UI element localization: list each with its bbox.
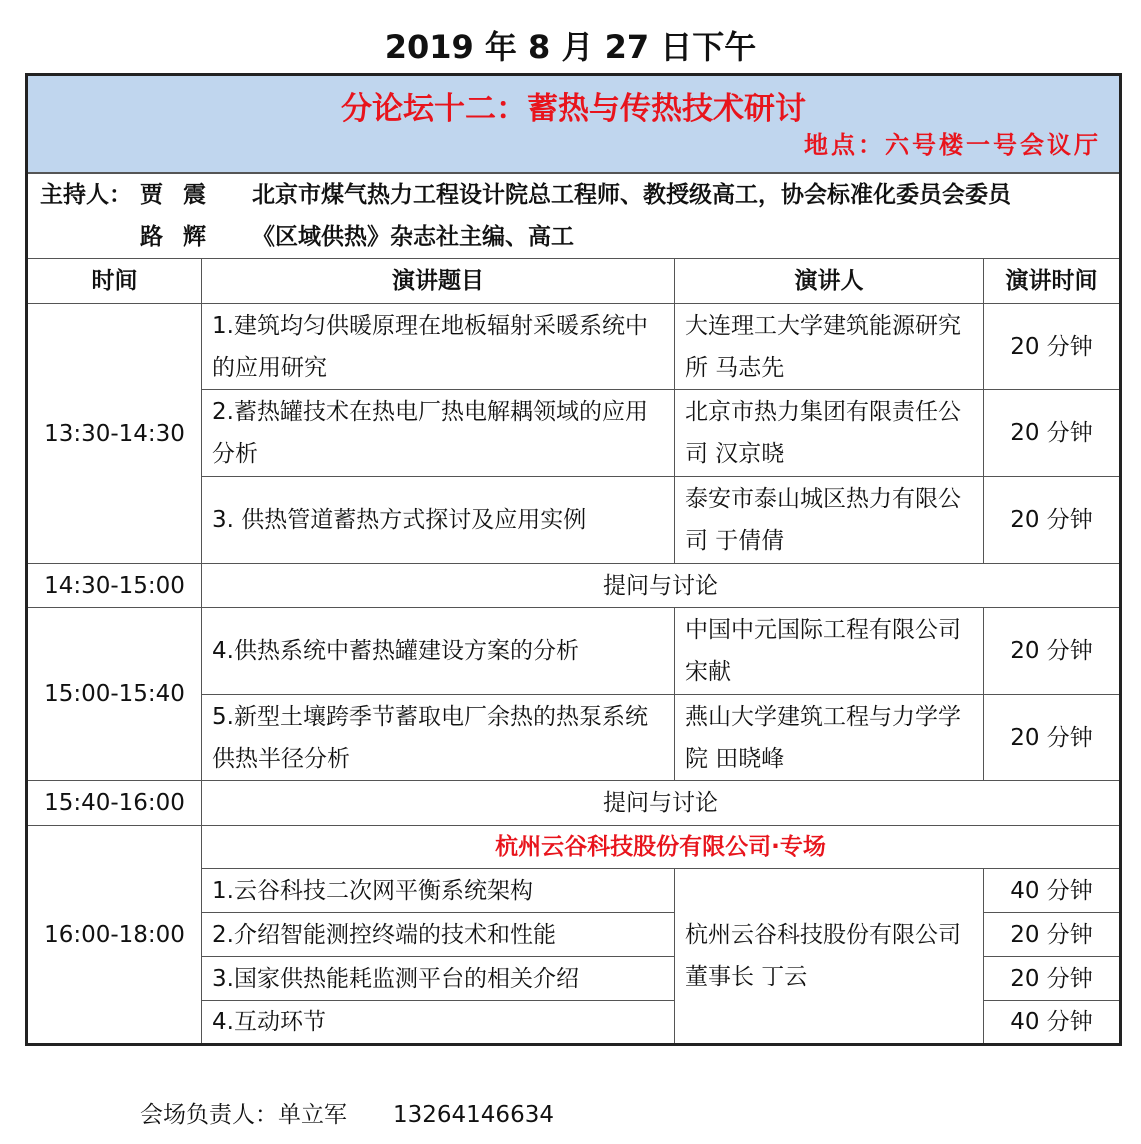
time-slot: 15:40-16:00 — [27, 781, 202, 826]
col-time: 时间 — [27, 259, 202, 304]
table-row — [27, 304, 1121, 390]
talk-topic: 4.互动环节 — [202, 1001, 675, 1045]
schedule-table — [25, 73, 1122, 1046]
column-headers — [27, 259, 1121, 304]
talk-topic: 5.新型土壤跨季节蓄取电厂余热的热泵系统供热半径分析 — [202, 695, 675, 781]
talk-speaker: 杭州云谷科技股份有限公司董事长 丁云 — [675, 869, 984, 1045]
talk-topic: 3. 供热管道蓄热方式探讨及应用实例 — [202, 477, 675, 564]
col-speaker: 演讲人 — [675, 259, 984, 304]
talk-topic: 4.供热系统中蓄热罐建设方案的分析 — [202, 608, 675, 695]
talk-topic: 2.蓄热罐技术在热电厂热电解耦领域的应用分析 — [202, 390, 675, 477]
talk-speaker: 燕山大学建筑工程与力学学院 田晓峰 — [675, 695, 984, 781]
special-session-heading: 杭州云谷科技股份有限公司·专场 — [202, 826, 1121, 869]
host-name: 贾震 — [140, 182, 226, 208]
venue-contact: 会场负责人：单立军 — [140, 1102, 347, 1128]
page-title: 2019 年 8 月 27 日下午 — [384, 28, 757, 66]
talk-topic: 2.介绍智能测控终端的技术和性能 — [202, 913, 675, 957]
venue: 地点：六号楼一号会议厅 — [804, 131, 1101, 159]
contact-phone: 13264146634 — [393, 1102, 554, 1128]
talk-duration: 20 分钟 — [984, 477, 1121, 564]
hosts — [27, 173, 1121, 259]
table-row — [27, 826, 1121, 869]
col-duration: 演讲时间 — [984, 259, 1121, 304]
table-row — [27, 564, 1121, 608]
talk-speaker: 泰安市泰山城区热力有限公司 于倩倩 — [675, 477, 984, 564]
host-desc: 北京市煤气热力工程设计院总工程师、教授级高工，协会标准化委员会委员 — [252, 182, 1011, 208]
talk-speaker: 中国中元国际工程有限公司 宋献 — [675, 608, 984, 695]
talk-duration: 20 分钟 — [984, 957, 1121, 1001]
talk-topic: 1.云谷科技二次网平衡系统架构 — [202, 869, 675, 913]
time-slot: 15:00-15:40 — [27, 608, 202, 781]
time-slot: 14:30-15:00 — [27, 564, 202, 608]
discussion: 提问与讨论 — [202, 781, 1121, 826]
talk-duration: 40 分钟 — [984, 869, 1121, 913]
host-desc: 《区域供热》杂志社主编、高工 — [252, 224, 574, 250]
table-row — [27, 608, 1121, 695]
talk-duration: 20 分钟 — [984, 390, 1121, 477]
talk-speaker: 北京市热力集团有限责任公司 汉京晓 — [675, 390, 984, 477]
host-name: 路辉 — [140, 224, 226, 250]
talk-duration: 20 分钟 — [984, 608, 1121, 695]
talk-duration: 20 分钟 — [984, 304, 1121, 390]
talk-speaker: 大连理工大学建筑能源研究所 马志先 — [675, 304, 984, 390]
time-slot: 16:00-18:00 — [27, 826, 202, 1045]
talk-duration: 20 分钟 — [984, 913, 1121, 957]
table-row — [27, 781, 1121, 826]
talk-duration: 40 分钟 — [984, 1001, 1121, 1045]
talk-topic: 3.国家供热能耗监测平台的相关介绍 — [202, 957, 675, 1001]
host-label: 主持人： — [40, 182, 132, 208]
talk-duration: 20 分钟 — [984, 695, 1121, 781]
forum-title: 分论坛十二：蓄热与传热技术研讨 — [341, 91, 806, 127]
talk-topic: 1.建筑均匀供暖原理在地板辐射采暖系统中的应用研究 — [202, 304, 675, 390]
forum-banner — [27, 75, 1121, 174]
discussion: 提问与讨论 — [202, 564, 1121, 608]
footer — [140, 1096, 600, 1129]
time-slot: 13:30-14:30 — [27, 304, 202, 564]
col-topic: 演讲题目 — [202, 259, 675, 304]
